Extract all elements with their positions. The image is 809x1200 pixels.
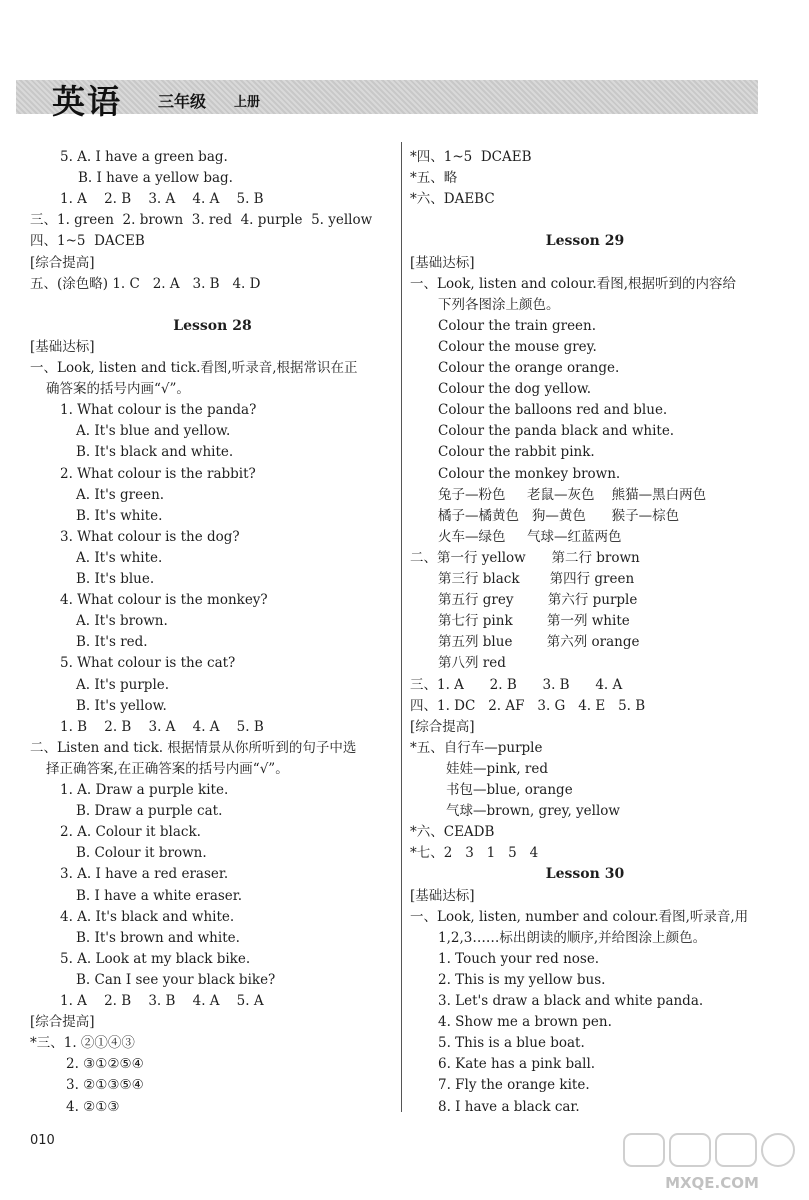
text-line: 4. A. It's black and white. xyxy=(60,908,235,925)
page-number: 010 xyxy=(30,1133,55,1148)
text-line: 五、(涂色略) 1. C 2. A 3. B 4. D xyxy=(30,275,261,292)
text-line: A. It's brown. xyxy=(76,613,168,630)
page-header-band xyxy=(16,80,758,121)
text-line: Colour the monkey brown. xyxy=(438,465,621,482)
text-line: 3. A. I have a red eraser. xyxy=(60,866,229,883)
text-line: *七、2 3 1 5 4 xyxy=(410,845,539,862)
grade-label: 三年级 xyxy=(158,92,207,111)
text-line: 8. I have a black car. xyxy=(438,1098,580,1115)
text-line: 确答案的括号内画“√”。 xyxy=(46,381,190,398)
lesson-heading: Lesson 30 xyxy=(545,866,625,883)
text-line: 橘子—橘黄色 狗—黄色 猴子—棕色 xyxy=(438,507,680,524)
text-line: 第五列 blue 第六列 orange xyxy=(438,634,640,651)
text-line: 3. Let's draw a black and white panda. xyxy=(438,993,704,1009)
text-line: A. It's purple. xyxy=(76,676,170,693)
text-line: 娃娃—pink, red xyxy=(446,760,549,777)
text-line: *五、略 xyxy=(410,170,458,187)
text-line: 1. A 2. B 3. A 4. A 5. B xyxy=(60,191,264,208)
text-line: Colour the dog yellow. xyxy=(438,381,592,398)
text-line: B. It's red. xyxy=(76,634,148,651)
text-line: B. It's yellow. xyxy=(76,697,167,714)
text-line: *六、DAEBC xyxy=(410,191,495,208)
lesson-heading: Lesson 29 xyxy=(545,233,625,250)
text-line: Colour the panda black and white. xyxy=(438,423,675,440)
text-line: 5. A. I have a green bag. xyxy=(60,149,228,165)
text-line: *六、CEADB xyxy=(410,824,495,841)
text-line: A. It's white. xyxy=(76,549,163,566)
column-divider xyxy=(401,142,402,1112)
text-line: B. It's brown and white. xyxy=(76,929,240,946)
text-line: B. I have a white eraser. xyxy=(76,887,243,904)
text-line: A. It's blue and yellow. xyxy=(76,423,231,440)
text-line: 二、Listen and tick. 根据情景从你所听到的句子中选 xyxy=(30,739,357,756)
text-line: 书包—blue, orange xyxy=(446,782,573,798)
text-line: Colour the mouse grey. xyxy=(438,338,597,355)
text-line: 5. This is a blue boat. xyxy=(438,1035,585,1052)
text-line: 第八列 red xyxy=(438,655,506,672)
text-line: Colour the train green. xyxy=(438,317,597,334)
text-line: 3. ②①③⑤④ xyxy=(66,1077,144,1094)
text-line: 2. A. Colour it black. xyxy=(60,824,201,841)
text-line: 四、1~5 DACEB xyxy=(30,233,145,250)
text-line: 1. A. Draw a purple kite. xyxy=(60,782,229,798)
text-line: Colour the balloons red and blue. xyxy=(438,402,668,419)
text-line: 一、Look, listen, number and colour.看图,听录音,用 xyxy=(410,908,749,925)
text-line: 2. What colour is the rabbit? xyxy=(60,465,256,482)
text-line: Colour the orange orange. xyxy=(438,360,620,376)
text-line: Colour the rabbit pink. xyxy=(438,444,595,461)
text-line: 1. B 2. B 3. A 4. A 5. B xyxy=(60,718,264,735)
text-line: *五、自行车—purple xyxy=(410,739,543,756)
text-line: 1. What colour is the panda? xyxy=(60,402,257,419)
text-line: 7. Fly the orange kite. xyxy=(438,1077,590,1094)
text-line: [基础达标] xyxy=(410,887,475,904)
text-line: 2. ③①②⑤④ xyxy=(66,1056,144,1073)
lesson-heading: Lesson 28 xyxy=(173,317,252,334)
text-line: *四、1~5 DCAEB xyxy=(410,149,532,165)
text-line: B. I have a yellow bag. xyxy=(78,170,233,187)
text-line: 火车—绿色 气球—红蓝两色 xyxy=(438,528,622,545)
text-line: B. Colour it brown. xyxy=(76,845,207,862)
text-line: 1. A 2. B 3. B 4. A 5. A xyxy=(60,993,264,1009)
text-line: 下列各图涂上颜色。 xyxy=(438,296,560,313)
text-line: 4. Show me a brown pen. xyxy=(438,1014,612,1031)
text-line: [综合提高] xyxy=(30,254,95,271)
text-line: [综合提高] xyxy=(30,1014,95,1031)
text-line: 5. What colour is the cat? xyxy=(60,655,236,672)
text-line: 5. A. Look at my black bike. xyxy=(60,950,251,967)
text-line: 三、1. A 2. B 3. B 4. A xyxy=(410,676,623,693)
text-line: [基础达标] xyxy=(410,254,475,271)
text-line: 2. This is my yellow bus. xyxy=(438,971,606,988)
text-line: B. It's white. xyxy=(76,507,163,524)
text-line: B. It's blue. xyxy=(76,571,155,587)
text-line: 三、1. green 2. brown 3. red 4. purple 5. yellow xyxy=(30,212,373,229)
text-line: [基础达标] xyxy=(30,338,95,355)
text-line: 二、第一行 yellow 第二行 brown xyxy=(410,549,640,566)
text-line: 四、1. DC 2. AF 3. G 4. E 5. B xyxy=(410,697,646,714)
text-line: B. Draw a purple cat. xyxy=(76,803,223,820)
text-line: 6. Kate has a pink ball. xyxy=(438,1056,596,1073)
text-line: 第三行 black 第四行 green xyxy=(438,571,635,587)
text-line: 3. What colour is the dog? xyxy=(60,528,240,545)
text-line: 择正确答案,在正确答案的括号内画“√”。 xyxy=(46,760,289,777)
watermark-logo xyxy=(620,1130,800,1194)
text-line: 第七行 pink 第一列 white xyxy=(438,613,630,630)
text-line: 4. What colour is the monkey? xyxy=(60,592,268,609)
text-line: *三、1. ②①④③ xyxy=(30,1035,135,1052)
subject-title: 英语 xyxy=(52,82,122,121)
text-line: 第五行 grey 第六行 purple xyxy=(438,592,638,609)
text-line: 一、Look, listen and tick.看图,听录音,根据常识在正 xyxy=(30,360,358,376)
watermark-text: MXQE.COM xyxy=(665,1174,759,1192)
text-line: 一、Look, listen and colour.看图,根据听到的内容给 xyxy=(410,275,737,292)
text-line: 兔子—粉色 老鼠—灰色 熊猫—黑白两色 xyxy=(438,486,707,503)
volume-label: 上册 xyxy=(234,95,261,110)
text-line: 1,2,3……标出朗读的顺序,并给图涂上颜色。 xyxy=(438,929,707,946)
text-line: B. It's black and white. xyxy=(76,444,234,461)
text-line: [综合提高] xyxy=(410,718,475,735)
text-line: A. It's green. xyxy=(76,486,165,503)
text-line: B. Can I see your black bike? xyxy=(76,971,276,988)
text-line: 4. ②①③ xyxy=(66,1098,120,1115)
text-line: 1. Touch your red nose. xyxy=(438,950,600,967)
text-line: 气球—brown, grey, yellow xyxy=(446,803,620,820)
